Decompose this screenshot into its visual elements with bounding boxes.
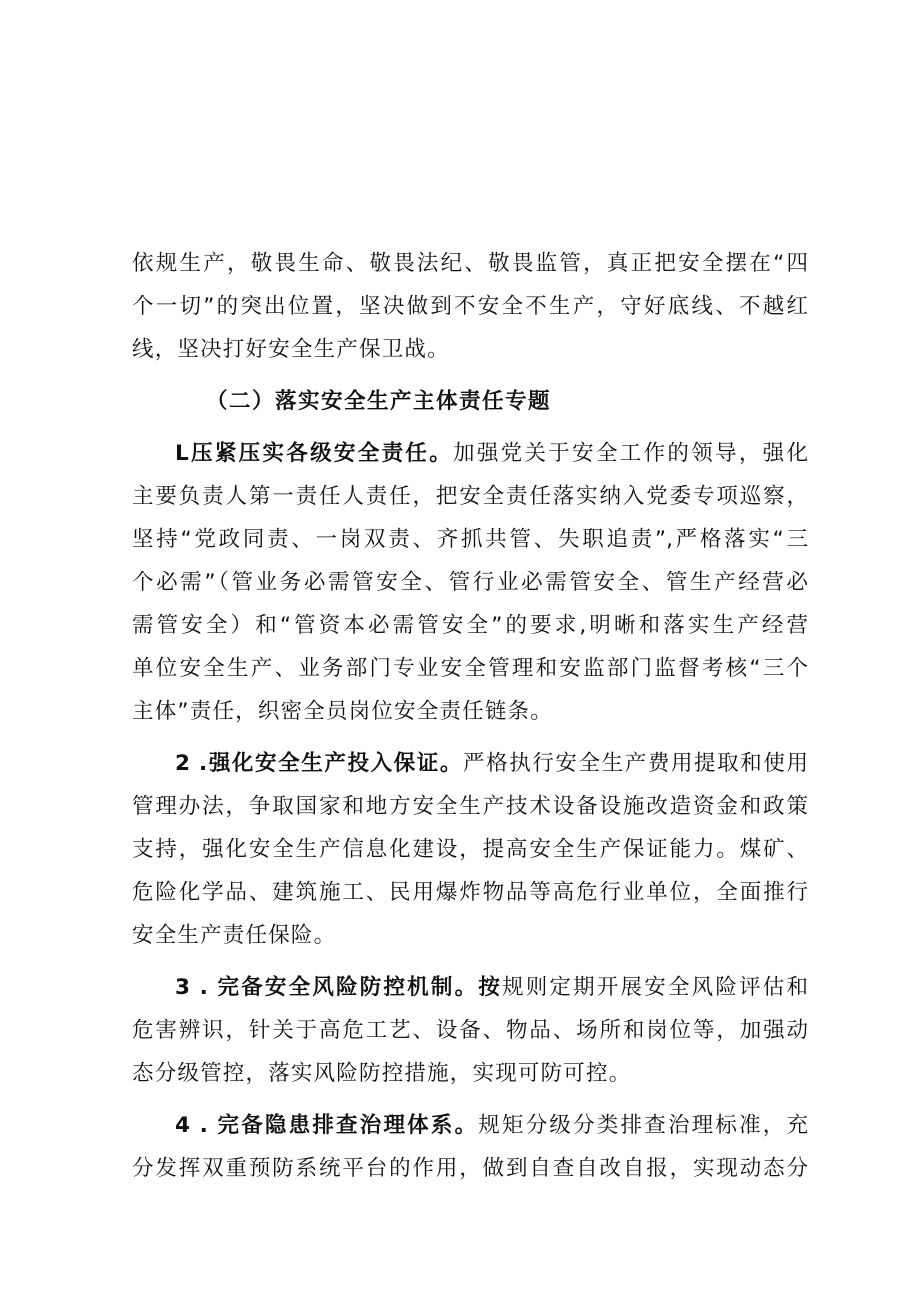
body-text-line: 单位安全生产、业务部门专业安全管理和安监部门监督考核“三个 — [132, 656, 808, 681]
body-text-line: 分发挥双重预防系统平台的作用，做到自查自改自报，实现动态分 — [132, 1156, 808, 1181]
item-4-first-line — [132, 1104, 808, 1147]
body-text-line: 坚持“党政同责、一岗双责、齐抓共管、失职追责”,严格落实“三 — [132, 527, 808, 552]
item-2-text: 严格执行安全生产费用提取和使用 — [463, 751, 808, 776]
body-text-line: 管理办法，争取国家和地方安全生产技术设备设施改造资金和政策 — [132, 794, 808, 819]
body-text-line: 危害辨识，针关于高危工艺、设备、物品、场所和岗位等，加强动 — [132, 1018, 808, 1043]
section-heading: （二）落实安全生产主体责任专题 — [206, 389, 552, 414]
body-text-line: 线，坚决打好安全生产保卫战。 — [132, 337, 450, 362]
item-3-first-line — [132, 966, 808, 1009]
item-2-title: 2 .强化安全生产投入保证。 — [175, 751, 463, 776]
body-text-line: 需管安全）和“管资本必需管安全”的要求,明晰和落实生产经营 — [132, 613, 808, 638]
item-3-title: 3 . 完备安全风险防控机制。按 — [175, 975, 502, 1000]
item-4-text: 规矩分级分类排查治理标准，充 — [478, 1113, 808, 1138]
item-1-title: L压紧压实各级安全责任。 — [175, 441, 454, 466]
body-text-line: 依规生产，敬畏生命、敬畏法纪、敬畏监管，真正把安全摆在“四 — [132, 251, 808, 276]
body-text-line: 态分级管控，落实风险防控措施，实现可防可控。 — [132, 1061, 632, 1086]
item-3-text: 规则定期开展安全风险评估和 — [502, 975, 808, 1000]
body-text-line: 个必需”（管业务必需管安全、管行业必需管安全、管生产经营必 — [132, 570, 808, 595]
body-text-line: 主要负责人第一责任人责任，把安全责任落实纳入党委专项巡察， — [132, 484, 808, 509]
item-1-text: 加强党关于安全工作的领导，强化 — [453, 441, 808, 466]
body-text-line: 危险化学品、建筑施工、民用爆炸物品等高危行业单位，全面推行 — [132, 880, 808, 905]
body-text-line: 主体”责任，织密全员岗位安全责任链条。 — [132, 699, 553, 724]
item-1-first-line — [132, 432, 808, 475]
body-text-line: 支持，强化安全生产信息化建设，提高安全生产保证能力。煤矿、 — [132, 837, 808, 862]
body-text-line: 安全生产责任保险。 — [132, 923, 337, 948]
body-text-line: 个一切”的突出位置，坚决做到不安全不生产，守好底线、不越红 — [132, 294, 808, 319]
document-page — [132, 242, 808, 1190]
item-4-title: 4 . 完备隐患排查治理体系。 — [175, 1113, 479, 1138]
item-2-first-line — [132, 742, 808, 785]
